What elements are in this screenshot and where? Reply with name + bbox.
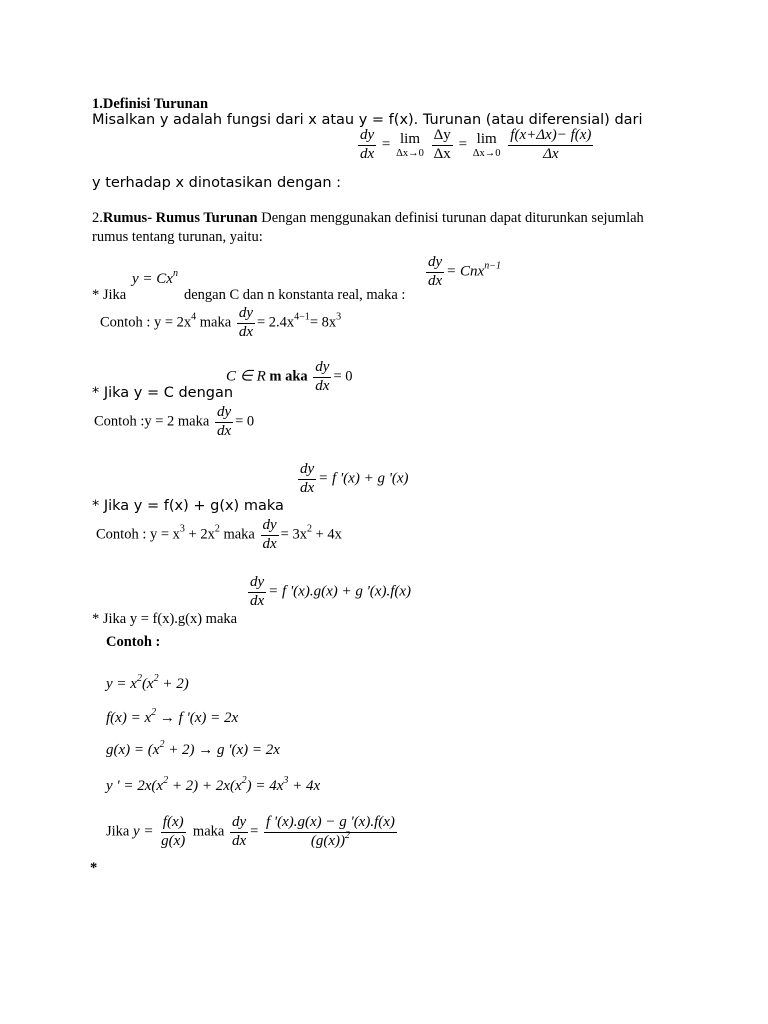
sum-rule-example: Contoh : $y = x^3 + 2x^2$ maka $\frac{dy}{dx}$ = $3x^2 + 4x$	[96, 517, 342, 552]
quotient-rule-formula: Jika y = $\frac{f(x)}{g(x)}$ maka $\frac{dy}{dx}$ = $\frac{f '(x).g(x) - g '(x).f(x)}{(g(x))^2}$	[106, 814, 395, 849]
section-2-paragraph-line2: rumus tentang turunan, yaitu:	[92, 229, 263, 245]
derivative-definition-formula: $\frac{dy}{dx}$ = lim Δx→0 $\frac{\Delta y}{\Delta x}$ = lim Δx→0 $\frac{f(x+\Delta x)- f(x)}{\Delta x}$	[360, 127, 592, 162]
power-rule-result: $\frac{dy}{dx}$ = Cnx$^{n-1}$	[428, 254, 501, 289]
sum-rule-formula: $\frac{dy}{dx}$ = f '(x) + g '(x)	[300, 461, 409, 496]
power-rule-example: Contoh : $y = 2x^4$ maka $\frac{dy}{dx}$ = $2.4x^{4-1}= 8x^3$	[100, 305, 342, 340]
product-rule-formula: $\frac{dy}{dx}$ = f '(x).g(x) + g '(x).f(x)	[250, 574, 412, 609]
constant-rule-formula: C ∈ R m aka $\frac{dy}{dx}$ = 0	[226, 359, 353, 394]
section-1-text-line1: Misalkan y adalah fungsi dari x atau y = f(x). Turunan (atau diferensial) dari	[92, 112, 643, 128]
trailing-bullet: *	[90, 860, 98, 876]
section-2-paragraph: 2.Rumus- Rumus Turunan Dengan menggunakan definisi turunan dapat diturunkan sejumlah	[92, 210, 644, 226]
constant-rule-example: Contoh :y = 2 maka $\frac{dy}{dx}$ = 0	[94, 404, 255, 439]
section-2-heading: Rumus- Rumus Turunan	[102, 210, 258, 226]
section-1-heading: 1.Definisi Turunan	[92, 96, 209, 112]
power-rule-function: $y = Cx^n$	[132, 268, 178, 287]
power-rule-condition: dengan C dan n konstanta real, maka :	[184, 287, 406, 303]
section-1-text-line2: y terhadap x dinotasikan dengan :	[92, 175, 342, 191]
product-example-line2: $f(x) = x^2 \to f$ '(x) = 2x	[106, 707, 239, 726]
power-rule-jika: * Jika	[92, 287, 127, 303]
sum-rule-jika: * Jika y = f(x) + g(x) maka	[92, 498, 284, 514]
constant-rule-jika: * Jika y = C dengan	[92, 385, 234, 401]
product-example-line1: $y = x^2(x^2 + 2)$	[106, 673, 189, 692]
product-example-line3: $g(x) = (x^2 + 2) \to g$ '(x) = 2x	[106, 739, 280, 758]
product-rule-jika: * Jika y = f(x).g(x) maka	[92, 611, 238, 627]
product-example-line4: y ' = $2x(x^2 + 2) + 2x(x^2) = 4x^3 + 4x$	[106, 775, 321, 794]
product-rule-contoh-label: Contoh :	[106, 634, 161, 650]
